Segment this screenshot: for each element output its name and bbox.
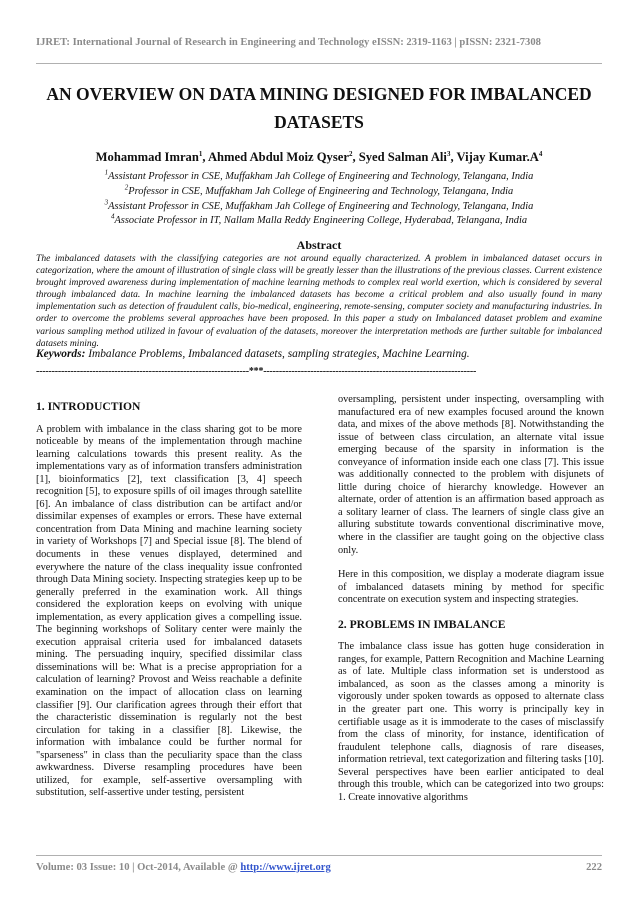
affiliation-1: $^1$Assistant Professor in CSE, Muffakham Jah College of Engineering and Technology, Telangana, India [104, 168, 534, 182]
page-number: 222 [586, 862, 602, 873]
journal-link[interactable]: http://www.ijret.org [240, 862, 331, 873]
right-column [338, 394, 604, 816]
author-list: Mohammad Imran$^1$, Ahmed Abdul Moiz Qyser$^2$, Syed Salman Ali$^3$, Vijay $Kumar.A^4$ [95, 149, 543, 164]
page-footer [36, 862, 602, 873]
footer-volume: Volume: 03 Issue: 10 | Oct-2014, Available @ [36, 862, 241, 873]
abstract-text: The imbalanced datasets with the classifying categories are not around equally characterized. A problem in imbalanced dataset occurs in categorization, where the amount of illustration of single class will be greatly lesser than the illustrations of the previous classes. Current existence brought improved awareness during implementation of machine learning methods to complex real world exertion, which is considered by several through imbalanced data. In machine learning the imbalanced datasets has become a critical problem and also usually found in many implementation such as detection of fraudulent calls, bio-medical, engineering, remote-sensing, computer society and manufacturing industries. In order to overcome the problems several approaches have been proposed. In this paper a study on Imbalanced dataset problem and examine various sampling method utilized in favour of evaluation of the datasets, moreover the interpretation methods are further suitable for imbalanced datasets mining. [36, 253, 602, 349]
continued-paragraph: oversampling, persistent under inspecting, oversampling with manufactured era of new examples focused around the known data, and mixes of the above methods [8]. Notwithstanding the issue of between class circulation, an alternate vital issue emerging because of the sparsity in information is the conveyance of information inside each one class [7]. This issue was additionally connected to the problem with disjunets of little during choice of hierarchy knowledge. However an alternate, order of attention is an affirmation based approach as a solitary learner of class. The learners of single class give an alluring substitute towards conventional discriminative move, where in the classifier are taught going on the objective class only. [338, 394, 604, 556]
paper-title [40, 80, 598, 136]
author-4: Vijay $Kumar.A^4$ [456, 149, 543, 164]
keywords [36, 348, 602, 360]
affiliation-3: $^3$Assistant Professor in CSE, Muffakham Jah College of Engineering and Technology, Telangana, India [104, 198, 534, 212]
author-2: Ahmed Abdul Moiz Qyser$^2$ [207, 149, 353, 164]
section-separator: --------------------------------------------------------------------***-------------------------------------------------------------------- [36, 366, 477, 377]
author-3: Syed Salman Ali$^3$ [358, 149, 451, 164]
affiliation-4: $^4$Associate Professor in IT, Nallam Malla Reddy Engineering College, Hyderabad, Telangana, India [110, 212, 528, 227]
section-1-heading: 1. INTRODUCTION [36, 400, 141, 413]
left-column [36, 395, 302, 812]
header-divider [36, 63, 602, 64]
author-1: Mohammad Imran$^1$ [95, 149, 203, 164]
footer-divider [36, 855, 602, 856]
keywords-list: Imbalance Problems, Imbalanced datasets, sampling strategies, Machine Learning. [85, 348, 470, 360]
title-line-1: AN OVERVIEW ON DATA MINING DESIGNED FOR IMBALANCED [46, 84, 592, 104]
section-1-paragraph: A problem with imbalance in the class sharing got to be more noticeable by means of the implementation through machine learning calculations towards this present reality. As the implementations vary as of information transfers administration [1], bioinformatics [2], text classification [3, 4] speech recognition [5], to exposure spills of oil images through satellite [6]. An imbalance of class distribution can be artifact and/or dissimilar expenses of examples or errors. These have external concentration from Data Mining and machine learning society in variety of Workshops [7] and Special issue [8]. The blend of documents in these venues displayed, determined and everywhere the nature of the class inequality issue confronted through Data Mining society. Inspecting strategies keep up to be generally preferred in the examination work. All things considered the exploration keeps on evolving with unique implementation, as every application gives a compelling issue. The beginning workshops of Solitary center were mainly the execution appraisal criteria used for imbalanced datasets mining. The persuading inquiry, specified dissimilar class disseminations will be: What is a precise appropriation for a calculation of learning? Provost and Weiss reachable a definite examination on the impact of allocation class on learning classifier [9]. Our clarification agrees through their effort that the characteristic dissemination is regularly not the best circulation for taking in a classifier [8]. Likewise, the information with imbalance could be further normal for "sparseness" in class than the peculiarity space than the class awkwardness. Diverse resampling procedures have been utilized, for example, self-assertive oversampling with substitution, self-assertive under testing, persistent [36, 423, 302, 799]
journal-header: IJRET: International Journal of Research in Engineering and Technology eISSN: 2319-1163 | pISSN: 2321-7308 [36, 37, 541, 48]
affiliations [36, 170, 602, 229]
overview-paragraph: Here in this composition, we display a moderate diagram issue of imbalanced datasets mining by method for specific concentrate on execution system and inspecting strategies. [338, 569, 604, 606]
section-2-heading: 2. PROBLEMS IN IMBALANCE [338, 617, 506, 631]
abstract-heading: Abstract [296, 238, 342, 252]
section-2-paragraph: The imbalance class issue has gotten huge consideration in ranges, for example, Pattern Recognition and Machine Learning as of late. Multiple class information set is understood as imbalanced, as soon as the classes among a minority is vigorously under spoken towards as opposed to alternate class in the greater part one. This worry is principally key in certifiable usage as it is immoderate to the cases of misclassify from the class of minority, for instance, identification of fraudulent telephone calls, diagnosis of rare diseases, information retrieval, text categorization and filtering tasks [10]. Several perspectives have been earlier anticipated to deal through this trouble, which can be categorized into two groups: 1. Create innovative algorithms [338, 641, 604, 803]
affiliation-2: $^2$Professor in CSE, Muffakham Jah College of Engineering and Technology, Telangana, India [124, 183, 514, 197]
keywords-label: Keywords: [36, 348, 86, 360]
title-line-2: DATASETS [274, 112, 364, 132]
